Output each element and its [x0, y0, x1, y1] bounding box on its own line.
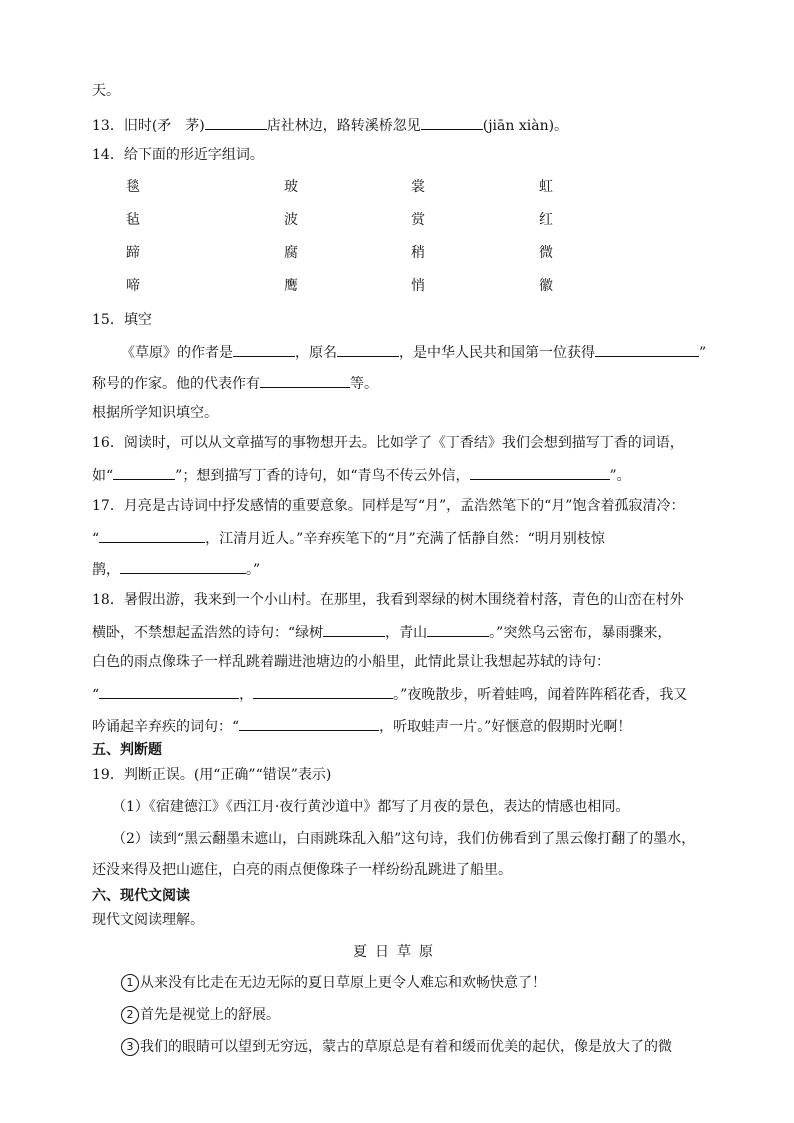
blank [239, 715, 379, 731]
question-16-line-1: 16．阅读时，可以从文章描写的事物想开去。比如学了《丁香结》我们会想到描写丁香的词语， [92, 435, 684, 451]
grid-character: 鹰 [284, 278, 298, 294]
question-15-line-2: 称号的作家。他的代表作有 等。 [92, 372, 378, 394]
question-18-line-3: 白色的雨点像珠子一样乱跳着蹦进池塘边的小船里，此情此景让我想起苏轼的诗句： [92, 654, 610, 670]
question-18-line-1: 18．暑假出游，我来到一个小山村。在那里，我看到翠绿的树木围绕着村落，青色的山峦在村外 [92, 592, 684, 608]
paragraph-2: 2 首先是视觉上的舒展。 [121, 1005, 280, 1025]
grid-character: 红 [539, 212, 553, 228]
grid-character: 徽 [539, 278, 553, 294]
line-continuation: 天。 [92, 83, 120, 99]
paragraph-number: 2 [121, 1006, 139, 1024]
blank [421, 114, 483, 130]
question-15: 15．填空 [92, 312, 152, 328]
hint-text: 根据所学知识填空。 [92, 405, 218, 421]
blank [233, 341, 295, 357]
section-5-heading: 五、判断题 [92, 742, 162, 758]
question-18-line-4: “ ， 。”夜晚散步，听着蛙鸣，闻着阵阵稻花香，我又 [92, 683, 687, 705]
question-15-line-1: 《草原》的作者是 ，原名 ，是中华人民共和国第一位获得 ” [121, 341, 706, 363]
grid-character: 悄 [411, 278, 425, 294]
blank [205, 114, 267, 130]
blank [470, 464, 610, 480]
paragraph-number: 3 [121, 1038, 139, 1056]
question-14: 14．给下面的形近字组词。 [92, 147, 264, 163]
blank [427, 621, 489, 637]
question-17-line-1: 17．月亮是古诗词中抒发感情的重要意象。同样是写“月”，孟浩然笔下的“月”饱含着孤寂清冷： [92, 498, 685, 514]
question-19-item-2-line-2: 还没来得及把山遮住，白亮的雨点便像珠子一样纷纷乱跳进了船里。 [92, 862, 512, 878]
blank [595, 341, 699, 357]
question-17-line-2: “ ，江清月近人。”辛弃疾笔下的“月”充满了恬静自然：“明月别枝惊 [92, 527, 605, 549]
blank [99, 683, 239, 699]
grid-character: 虹 [539, 179, 553, 195]
question-16-line-2: 如“ ”；想到描写丁香的诗句，如“青鸟不传云外信， ”。 [92, 464, 631, 486]
question-19: 19．判断正误。(用“正确”“错误”表示) [92, 767, 332, 783]
essay-title: 夏日草原 [353, 944, 441, 960]
blank [323, 621, 385, 637]
question-18-line-5: 吟诵起辛弃疾的词句：“ ，听取蛙声一片。”好惬意的假期时光啊！ [92, 715, 631, 737]
blank [253, 683, 393, 699]
paragraph-1: 1 从来没有比走在无边无际的夏日草原上更令人难忘和欢畅快意了！ [121, 973, 546, 993]
blank [120, 558, 246, 574]
question-18-line-2: 横卧，不禁想起孟浩然的诗句：“绿树 ，青山 。”突然乌云密布，暴雨骤来， [92, 621, 671, 643]
blank [260, 372, 350, 388]
paragraph-number: 1 [121, 974, 139, 992]
blank [99, 527, 205, 543]
blank [337, 341, 399, 357]
blank [113, 464, 175, 480]
grid-character: 毡 [126, 212, 140, 228]
grid-character: 毯 [126, 179, 140, 195]
grid-character: 腐 [284, 245, 298, 261]
section-6-heading: 六、现代文阅读 [92, 888, 190, 904]
question-19-item-2-line-1: （2）读到“黑云翻墨未遮山，白雨跳珠乱入船”这句诗，我们仿佛看到了黑云像打翻了的墨水， [112, 831, 696, 847]
grid-character: 啼 [126, 278, 140, 294]
grid-character: 微 [539, 245, 553, 261]
grid-character: 稍 [411, 245, 425, 261]
question-13: 13．旧时(矛 茅) 店社林边，路转溪桥忽见 (jiān xiàn)。 [92, 114, 568, 136]
grid-character: 波 [284, 212, 298, 228]
section-6-intro: 现代文阅读理解。 [92, 912, 204, 928]
grid-character: 裳 [411, 179, 425, 195]
grid-character: 赏 [411, 212, 425, 228]
paragraph-3: 3 我们的眼睛可以望到无穷远，蒙古的草原总是有着和缓而优美的起伏，像是放大了的微 [121, 1037, 672, 1057]
question-19-item-1: （1）《宿建德江》《西江月·夜行黄沙道中》都写了月夜的景色，表达的情感也相同。 [112, 799, 630, 815]
grid-character: 玻 [284, 179, 298, 195]
grid-character: 蹄 [126, 245, 140, 261]
question-17-line-3: 鹊， 。” [92, 558, 260, 580]
